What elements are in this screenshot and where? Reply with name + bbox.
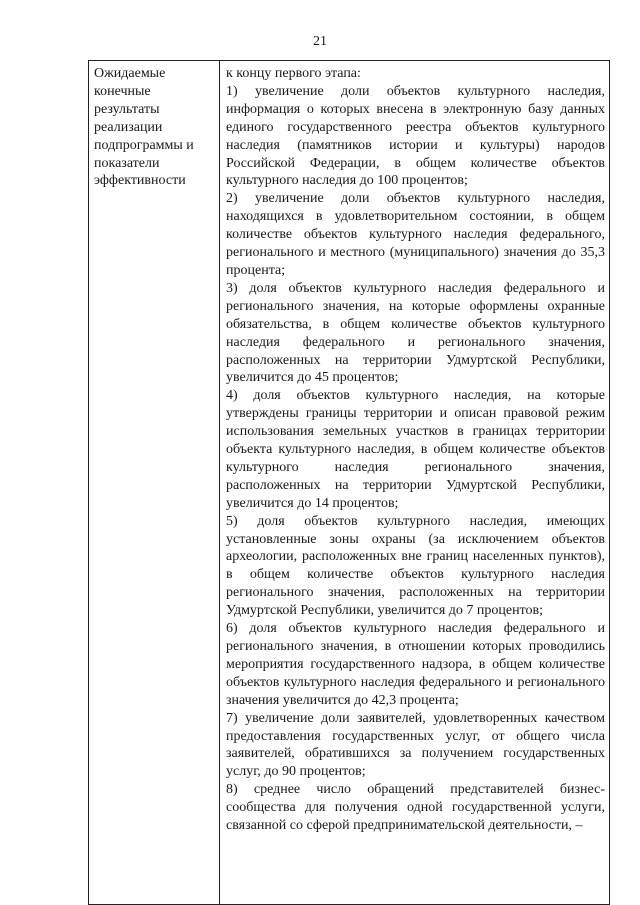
row-header-cell — [89, 61, 220, 905]
indicator-item: 3) доля объектов культурного наследия федерального и регионального значения, на которые оформлены охранные обязательства, в общем количестве объектов культурного наследия федерального и регионального значения, расположенных на территории Удмуртской Республики, увеличится до 45 процентов; — [226, 280, 605, 386]
row-header-line: результаты — [94, 101, 160, 117]
page-number: 21 — [313, 34, 327, 49]
table-row — [89, 61, 610, 905]
indicator-item: 2) увеличение доли объектов культурного наследия, находящихся в удовлетворительном состоянии, в общем количестве объектов культурного наследия федерального, регионального и местного (муниципального) значения до 35,3 процента; — [226, 191, 605, 278]
row-content-cell — [220, 61, 610, 905]
indicator-item: 7) увеличение доли заявителей, удовлетворенных качеством предоставления государственных услуг, от общего числа заявителей, обратившихся за получением государственных услуг, до 90 процентов; — [226, 710, 605, 780]
row-header-line: показатели — [94, 155, 160, 171]
indicators-table — [88, 60, 610, 905]
indicator-item: 5) доля объектов культурного наследия, имеющих установленные зоны охраны (за исключением объектов археологии, расположенных вне границ населенных пунктов), в общем количестве объектов культурного наследия регионального значения, расположенных на территории Удмуртской Республики, увеличится до 7 процентов; — [226, 513, 605, 619]
indicator-item: 8) среднее число обращений представителей бизнес-сообщества для получения одной государственной услуги, связанной со сферой предпринимательской деятельности, – — [226, 782, 605, 834]
row-header-line: эффективности — [94, 173, 186, 189]
row-header-line: Ожидаемые — [94, 66, 166, 81]
row-header-line: подпрограммы и — [94, 137, 194, 153]
row-header-line: реализации — [94, 119, 163, 135]
indicator-item: 6) доля объектов культурного наследия федерального и регионального значения, в отношении которых проводились мероприятия государственного надзора, в общем количестве объектов культурного наследия федерального и регионального значения увеличится до 42,3 процента; — [226, 621, 605, 708]
indicator-item: 1) увеличение доли объектов культурного наследия, информация о которых внесена в электронную базу данных единого государственного реестра объектов культурного наследия (памятников истории и культуры) народов Российской Федерации, в общем количестве объектов культурного наследия до 100 процентов; — [226, 83, 605, 189]
stage-intro: к концу первого этапа: — [226, 66, 361, 81]
row-header-line: конечные — [94, 83, 151, 99]
indicator-item: 4) доля объектов культурного наследия, на которые утверждены границы территории и описан правовой режим использования земельных участков в границах территории объекта культурного наследия, в общем количестве объектов культурного наследия регионального значения, расположенных на территории Удмуртской Республики, увеличится до 14 процентов; — [226, 388, 605, 511]
